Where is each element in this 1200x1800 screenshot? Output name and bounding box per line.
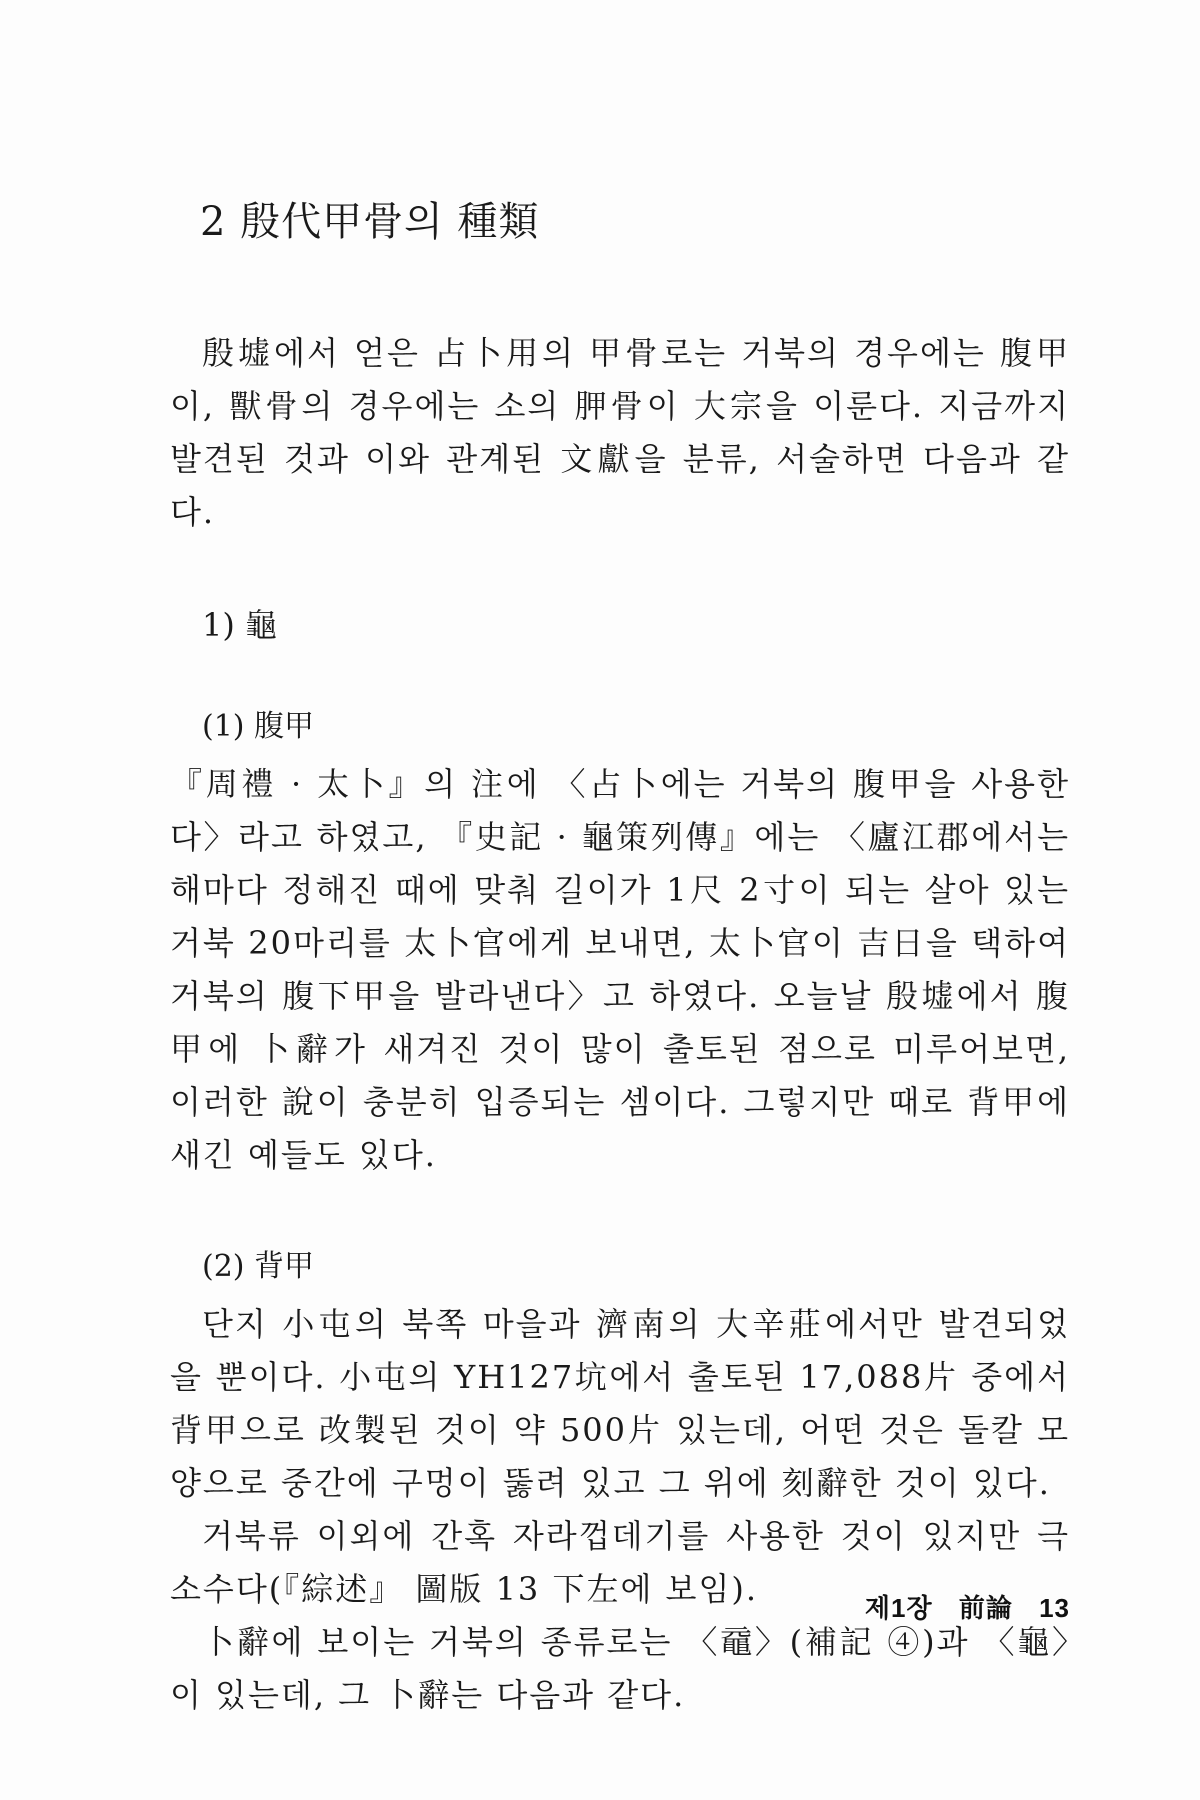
page-number: 13 xyxy=(1039,1593,1070,1623)
oracle-turtle-paragraph: 卜辭에 보이는 거북의 종류로는 〈黿〉(補記 ④)과 〈龜〉이 있는데, 그 卜辭는 다음과 같다. xyxy=(170,1623,1070,1714)
subsection-heading-carapace: (2) 背甲 xyxy=(202,1249,315,1284)
carapace-paragraph: 단지 小屯의 북쪽 마을과 濟南의 大辛莊에서만 발견되었을 뿐이다. 小屯의 YH127坑에서 출토된 17,088片 중에서 背甲으로 改製된 것이 약 500片 있는데, 어떤 것은 돌칼 모양으로 중간에 구멍이 뚫려 있고 그 위에 刻辭한 것이 있다. xyxy=(170,1305,1070,1502)
chapter-heading: 2 殷代甲骨의 種類 xyxy=(200,199,540,245)
footer-title: 前論 xyxy=(958,1593,1013,1623)
footer-chapter: 제1장 xyxy=(864,1593,933,1623)
plastron-paragraph: 『周禮 · 太卜』의 注에 〈占卜에는 거북의 腹甲을 사용한다〉라고 하였고, 『史記 · 龜策列傳』에는 〈廬江郡에서는 해마다 정해진 때에 맞춰 길이가 1尺 2寸이 되는 살아 있는 거북 20마리를 太卜官에게 보내면, 太卜官이 吉日을 택하여 거북의 腹下甲을 발라낸다〉고 하였다. 오늘날 殷墟에서 腹甲에 卜辭가 새겨진 것이 많이 출토된 점으로 미루어보면, 이러한 說이 충분히 입증되는 셈이다. 그렇지만 때로 背甲에 새긴 예들도 있다. xyxy=(170,765,1070,1174)
page-content xyxy=(170,190,1070,1722)
section-heading-turtle: 1) 龜 xyxy=(202,606,278,644)
intro-paragraph: 殷墟에서 얻은 占卜用의 甲骨로는 거북의 경우에는 腹甲이, 獸骨의 경우에는 소의 胛骨이 大宗을 이룬다. 지금까지 발견된 것과 이와 관계된 文獻을 분류, 서술하면 다음과 같다. xyxy=(170,334,1070,531)
turtle-types-paragraph: 거북류 이외에 간혹 자라껍데기를 사용한 것이 있지만 극소수다(『綜述』 圖版 13 下左에 보임). xyxy=(170,1517,1070,1608)
subsection-heading-plastron: (1) 腹甲 xyxy=(202,709,315,744)
page-footer xyxy=(847,1588,1070,1625)
